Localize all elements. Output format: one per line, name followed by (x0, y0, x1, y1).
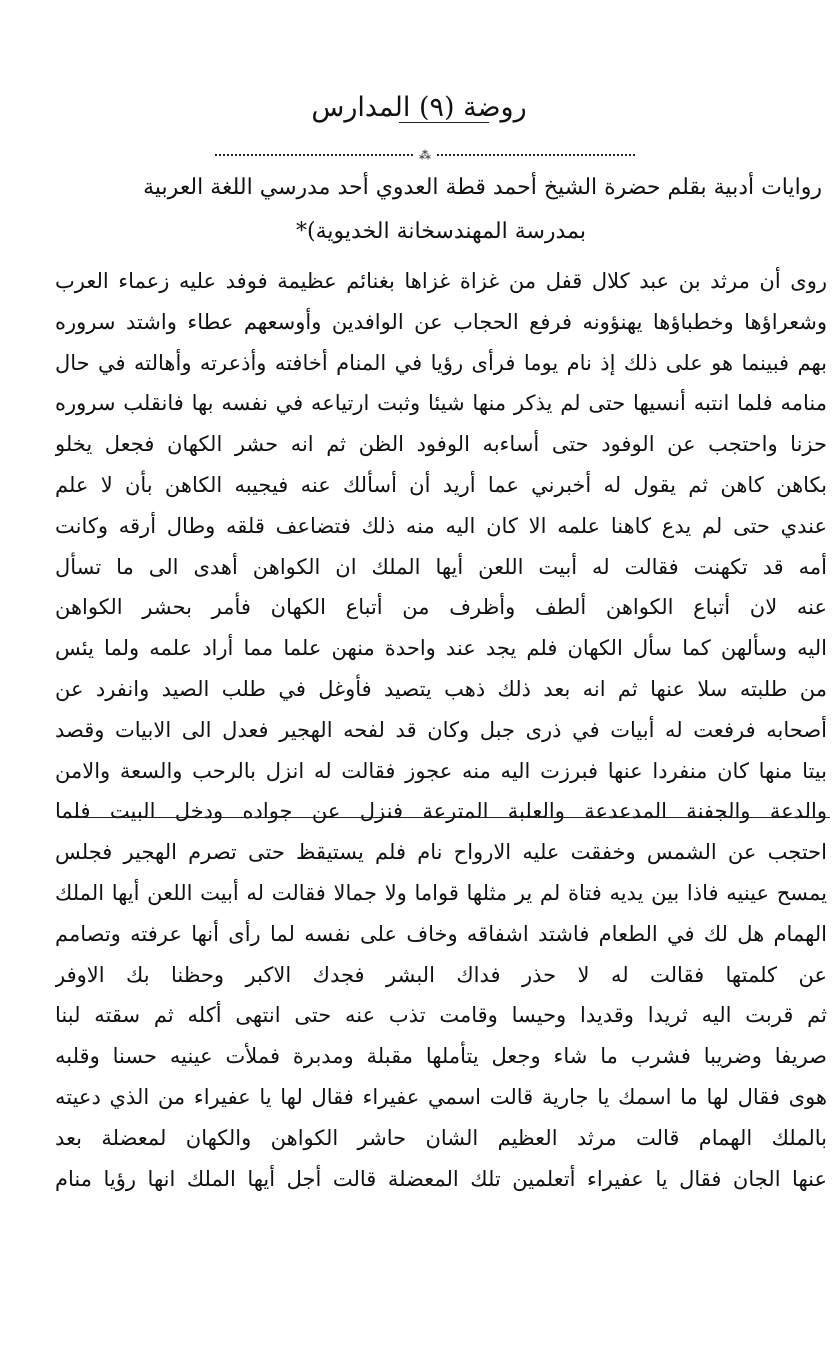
article-byline: روايات أدبية بقلم حضرة الشيخ أحمد قطة العدوي أحد مدرسي اللغة العربية (143, 175, 822, 200)
body-line: منامه فلما انتبه أنسيها حتى لم يذكر منها شيئا وثبت ارتياعه في نفسه بها فانقلب سروره (55, 391, 827, 416)
body-line: ثم قربت اليه ثريدا وقديدا وحيسا وقامت تذب عنه حتى انتهى أكله ثم سقته لبنا (55, 1003, 827, 1028)
body-line: بالملك الهمام قالت مرثد العظيم الشان حاشر الكواهن والكهان لمعضلة بعد (55, 1125, 827, 1150)
body-line: روى أن مرثد بن عبد كلال قفل من غزاة غزاها بغنائم عظيمة فوفد عليه زعماء العرب (55, 269, 827, 293)
body-line: وشعراؤها وخطباؤها يهنؤونه فرفع الحجاب عن الوافدين وأوسعهم عطاء واشتد سروره (55, 309, 827, 334)
body-line: الهمام هل لك في الطعام فاشتد اشفاقه وخاف على نفسه لما رأى أنها عرفته وتصامم (55, 921, 827, 946)
divider-line-right (437, 154, 635, 156)
body-line: عندي حتى لم يدع كاهنا علمه الا كان اليه منه ذلك فتضاعف قلقه وطال أرقه وكانت (55, 513, 827, 538)
divider-knot-icon: ⁂ (419, 148, 431, 162)
body-line: عن كلمتها فقالت له لا حذر فداك البشر فجدك الاكبر وحظنا بك الاوفر (55, 962, 827, 987)
divider-line-left (215, 154, 413, 156)
body-line: صريفا وضريبا فشرب ما شاء وجعل يتأملها مقبلة ومدبرة فملأت عينيه حسنا وقلبه (55, 1044, 827, 1069)
body-line: والدعة والجفنة المدعدعة والعلبة المترعة فنزل عن جواده ودخل البيت فلما (55, 799, 827, 824)
scan-rule-line (70, 817, 830, 818)
body-line: بيتا منها كان منفردا عنها فبرزت اليه منه عجوز فقالت له انزل بالرحب والسعة والامن (55, 758, 827, 783)
body-line: حزنا واحتجب عن الوفود حتى أساءبه الوفود الظن ثم انه حشر الكهان فجعل يخلو (55, 432, 827, 457)
ornamental-divider (215, 150, 635, 160)
body-line: أمه قد تكهنت فقالت له أبيت اللعن أيها الملك ان الكواهن أهدى الى ما تسأل (55, 554, 827, 579)
body-line: اليه وسألهن كما سأل الكهان فلم يجد عند واحدة منهن علما مما أراد علمه ولما يئس (55, 636, 827, 661)
body-line: عنه لان أتباع الكواهن ألطف وأظرف من أتباع الكهان فأمر بحشر الكواهن (55, 595, 827, 620)
header-title: روضة (٩) المدارس (311, 92, 527, 123)
page-header (0, 88, 838, 138)
body-line: من طلبته سلا عنها ثم انه بعد ذلك ذهب يتصيد فأوغل في طلب الصيد وانفرد عن (55, 676, 827, 701)
body-line: بكاهن كاهن ثم يقول له أخبرني عما أريد أن أسألك عنه فيجيبه الكاهن بأن لا علم (55, 472, 827, 497)
body-line: أصحابه فرفعت له أبيات في ذرى جبل وكان قد لفحه الهجير فعدل الى الابيات وقصد (55, 717, 827, 742)
body-line: هوى فقال لها ما اسمك يا جارية قالت اسمي عفيراء فقال لها يا عفيراء من الذي دعيته (55, 1084, 827, 1109)
body-line: عنها الجان فقال يا عفيراء أتعلمين تلك المعضلة قالت أجل أيها الملك انها رؤيا منام (55, 1166, 827, 1191)
body-line: بهم فبينما هو على ذلك إذ نام يوما فرأى رؤيا في المنام أخافته وأذعرته وأهالته في حال (55, 350, 827, 375)
body-line: احتجب عن الشمس وخفقت عليه الارواح نام فلم يستيقظ حتى تصرم الهجير فجلس (55, 840, 827, 865)
article-body (55, 262, 827, 1200)
header-underline (399, 122, 489, 123)
body-line: يمسح عينيه فاذا بين يديه فتاة لم ير مثلها قواما ولا جمالا فقالت له أبيت اللعن أيها الملك (55, 880, 827, 905)
article-byline-continued: بمدرسة المهندسخانة الخديوية)* (296, 219, 586, 244)
